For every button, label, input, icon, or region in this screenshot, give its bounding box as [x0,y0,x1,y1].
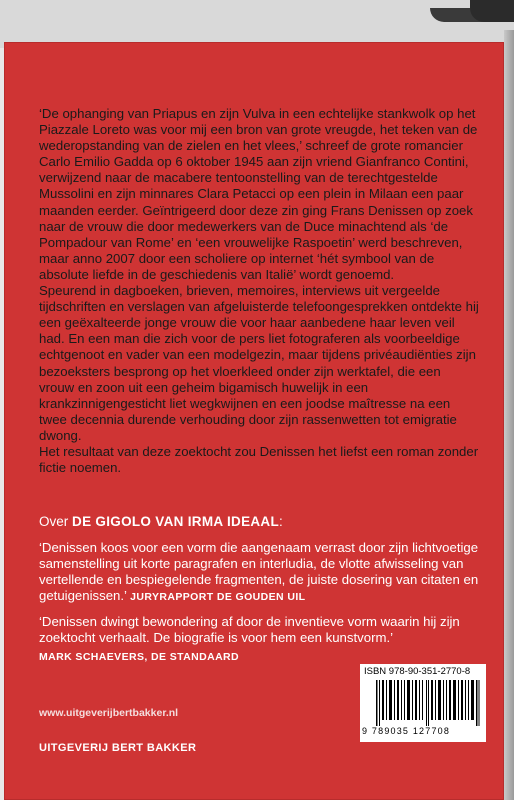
publisher-website: www.uitgeverijbertbakker.nl [39,707,179,719]
blurb-paragraph: Speurend in dagboeken, brieven, memoires, interviews uit vergeelde tijdschriften en verslagen van afgeluisterde telefoongesprekken ontdekte hij een geëxalteerde jonge vrouw die voor haar aanbedene haar leven veil had. En een man die zich voor de pers liet fotograferen als voorbeeldige echtgenoot en vader van een modelgezin, maar tijdens privéaudiënties zijn bezoeksters besprong op het vloerkleed onder zijn werktafel, die een vrouw en zoon uit een geheim bigamisch huwelijk in een krankzinnigengesticht liet wegkwijnen en een joodse maîtresse na een twee decennia durende verhouding door zijn rassenwetten tot emigratie dwong. [39,283,479,443]
previous-book-title: DE GIGOLO VAN IRMA IDEAAL [72,514,280,529]
book-top-edge [0,0,514,48]
publisher-name: UITGEVERIJ BERT BAKKER [39,742,197,754]
blurb-text [39,106,479,476]
over-prefix: Over [39,514,73,529]
book-spine-edge [504,30,514,800]
quote-attribution: JURYRAPPORT DE GOUDEN UIL [130,591,306,604]
isbn-text: ISBN 978-90-351-2770-8 [364,666,471,677]
barcode-digits: 9 789035 127708 [362,726,451,736]
review-quote-1 [39,540,484,605]
previous-book-heading [39,514,283,529]
headband [470,0,514,22]
quote-attribution: MARK SCHAEVERS, DE STANDAARD [39,651,240,664]
blurb-paragraph: ‘De ophanging van Priapus en zijn Vulva in een echtelijke stankwolk op het Piazzale Loreto was voor mij een bron van grote vreugde, het teken van de wederopstanding van de zielen en het vlees,’ schreef de grote romancier Carlo Emilio Gadda op 6 oktober 1945 aan zijn vriend Gianfranco Contini, verwijzend naar de macabere tentoonstelling van de terechtgestelde Mussolini en zijn minnares Clara Petacci op een plein in Milaan een paar maanden eerder. Geïntrigeerd door deze zin ging Frans Denissen op zoek naar de vrouw die door medewerkers van de Duce minachtend als ‘de Pompadour van Rome’ en ‘een vrouwelijke Raspoetin’ werd beschreven, maar anno 2007 door een scholiere op internet ‘hét symbool van de absolute liefde in de geschiedenis van Italië’ wordt genoemd. [39,106,478,282]
quote-text: ‘Denissen dwingt bewondering af door de inventieve vorm waarin hij zijn zoektocht verhaalt. De biografie is voor hem een kunstvorm.’ [39,614,460,646]
over-suffix: : [279,514,283,529]
quote-text: ‘Denissen koos voor een vorm die aangenaam verrast door zijn lichtvoetige samenstelling uit korte paragrafen en interludia, de vlotte afwisseling van vertellende en bespiegelende fragmenten, de juiste dosering van citaten en getuigenissen.’ [39,540,479,604]
blurb-paragraph: Het resultaat van deze zoektocht zou Denissen het liefst een roman zonder fictie noemen. [39,443,479,476]
barcode-icon [376,680,480,726]
review-quote-2 [39,614,484,665]
